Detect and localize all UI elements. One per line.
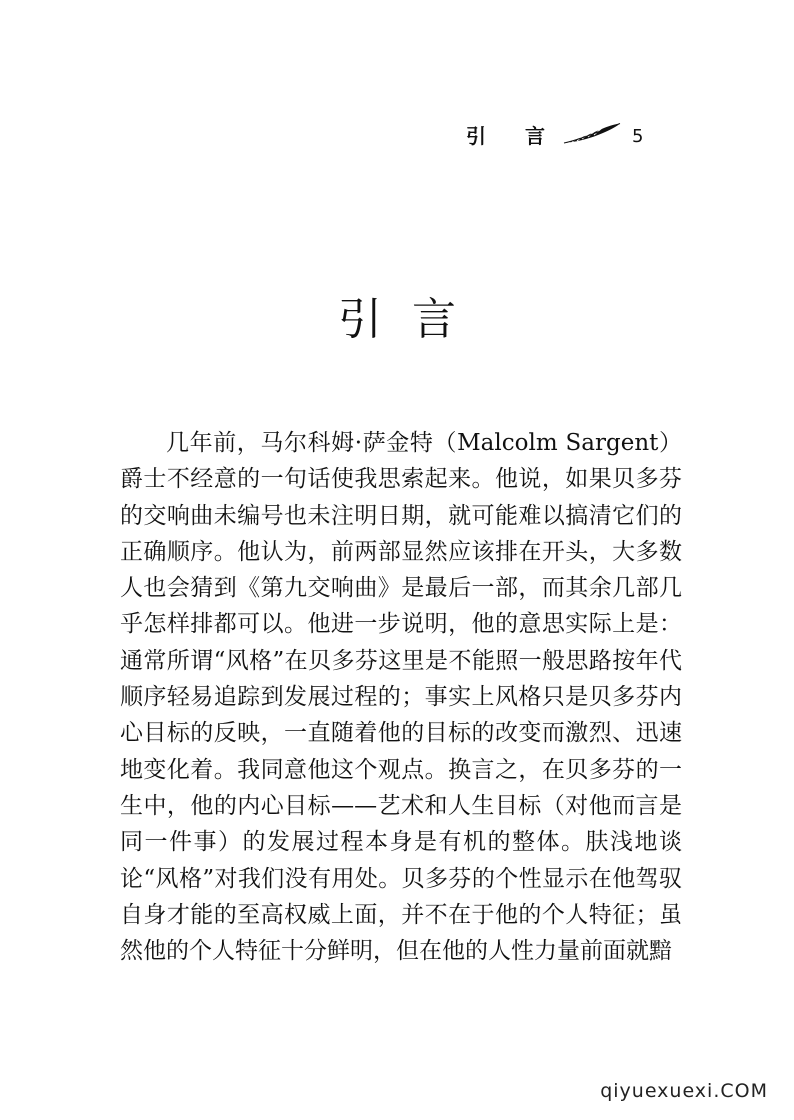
page-number: 5 (632, 126, 644, 147)
running-header-title: 引 言 (466, 124, 561, 148)
site-watermark: qiyuexuexi.COM (600, 1080, 768, 1102)
body-paragraph: 几年前，马尔科姆·萨金特（Malcolm Sargent）爵士不经意的一句话使我思索起来。他说，如果贝多芬的交响曲未编号也未注明日期，就可能难以搞清它们的正确顺序。他认为，前两部显然应该排在开头，大多数人也会猜到《第九交响曲》是最后一部，而其余几部几乎怎样排都可以。他进一步说明，他的意思实际上是：通常所谓“风格”在贝多芬这里是不能照一般思路按年代顺序轻易追踪到发展过程的；事实上风格只是贝多芬内心目标的反映，一直随着他的目标的改变而激烈、迅速地变化着。我同意他这个观点。换言之，在贝多芬的一生中，他的内心目标——艺术和人生目标（对他而言是同一件事）的发展过程本身是有机的整体。肤浅地谈论“风格”对我们没有用处。贝多芬的个性显示在他驾驭自身才能的至高权威上面，并不在于他的个人特征；虽然他的个人特征十分鲜明，但在他的人性力量前面就黯 (120, 430, 682, 965)
chapter-title: 引言 (338, 294, 486, 345)
feather-icon (562, 122, 622, 146)
running-header (466, 122, 666, 152)
